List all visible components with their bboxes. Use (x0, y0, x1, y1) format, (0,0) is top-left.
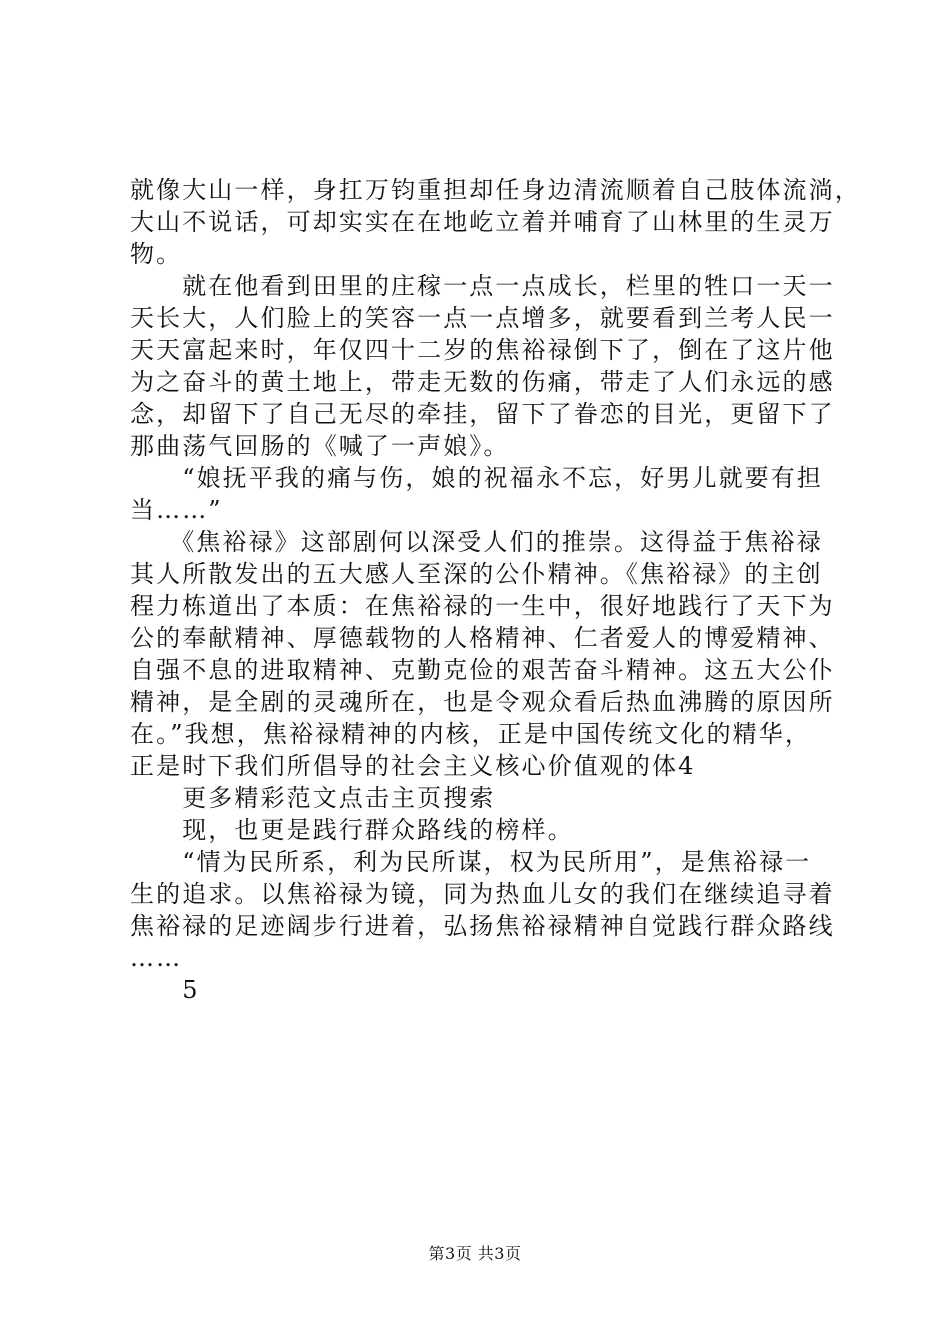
body-text-line: 天天富起来时，年仅四十二岁的焦裕禄倒下了，倒在了这片他 (130, 336, 835, 364)
body-text-line: 念，却留下了自己无尽的牵挂，留下了眷恋的目光，更留下了 (130, 400, 835, 428)
body-text-line: 物。 (130, 240, 183, 268)
body-text-line: 生的追求。以焦裕禄为镜，同为热血儿女的我们在继续追寻着 (130, 880, 835, 908)
body-text-line: “情为民所系，利为民所谋，权为民所用”，是焦裕禄一 (130, 848, 812, 876)
body-text-line: 5 (130, 976, 200, 1004)
body-text-line: 那曲荡气回肠的《喊了一声娘》。 (130, 432, 510, 460)
body-text-line: “娘抚平我的痛与伤，娘的祝福永不忘，好男儿就要有担 (130, 464, 823, 492)
body-text-line: 在。”我想，焦裕禄精神的内核，正是中国传统文化的精华， (130, 720, 811, 748)
body-text-line: 公的奉献精神、厚德载物的人格精神、仁者爱人的博爱精神、 (130, 624, 835, 652)
body-text-line: 精神，是全剧的灵魂所在，也是令观众看后热血沸腾的原因所 (130, 688, 835, 716)
body-text-line: 《焦裕禄》这部剧何以深受人们的推崇。这得益于焦裕禄 (130, 528, 823, 556)
body-text-line: 其人所散发出的五大感人至深的公仆精神。《焦裕禄》的主创 (130, 560, 823, 588)
body-text-line: 自强不息的进取精神、克勤克俭的艰苦奋斗精神。这五大公仆 (130, 656, 835, 684)
body-text-line: 现，也更是践行群众路线的榜样。 (130, 816, 574, 844)
body-text-line: 就在他看到田里的庄稼一点一点成长，栏里的牲口一天一 (130, 272, 835, 300)
body-text-line: 天长大，人们脸上的笑容一点一点增多，就要看到兰考人民一 (130, 304, 835, 332)
body-text-line: 更多精彩范文点击主页搜索 (130, 784, 496, 812)
body-text-line: 焦裕禄的足迹阔步行进着，弘扬焦裕禄精神自觉践行群众路线 (130, 912, 835, 940)
body-text-line: 当……” (130, 496, 223, 524)
body-text-line: …… (130, 944, 183, 972)
body-text-line: 正是时下我们所倡导的社会主义核心价值观的体4 (130, 752, 696, 780)
page-footer: 第3页 共3页 (428, 1244, 522, 1263)
body-text-line: 为之奋斗的黄土地上，带走无数的伤痛，带走了人们永远的感 (130, 368, 835, 396)
body-text-line: 大山不说话，可却实实在在地屹立着并哺育了山林里的生灵万 (130, 208, 835, 236)
body-text-line: 就像大山一样，身扛万钧重担却任身边清流顺着自己肢体流淌， (130, 176, 861, 204)
body-text-line: 程力栋道出了本质：在焦裕禄的一生中，很好地践行了天下为 (130, 592, 835, 620)
